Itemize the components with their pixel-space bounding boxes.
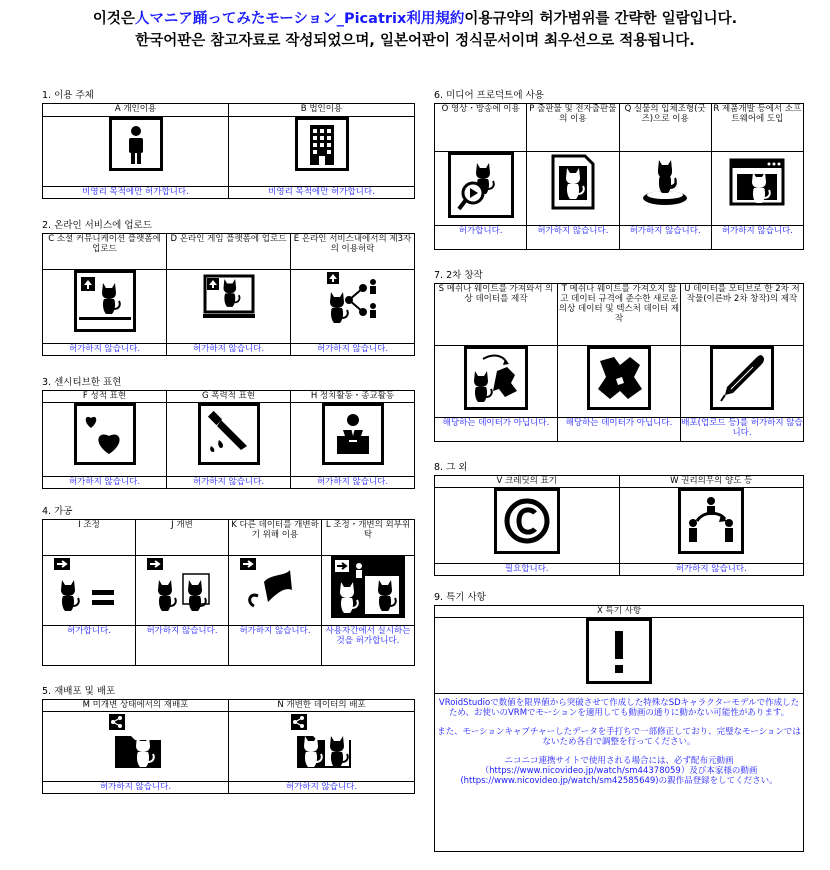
col-header: P 출판물 및 전자출판물의 이용 [527,104,619,152]
publication-icon [543,152,603,212]
col-header: I 조정 [43,520,136,556]
col-header: C 소셜 커뮤니케이션 플랫폼에 업로드 [43,234,167,270]
section-title: 9. 특기 사항 [434,592,486,603]
col-footer: 필요합니다. [435,564,620,576]
title-line2: 한국어판은 참고자료로 작성되었으며, 일본어판이 정식문서이며 최우선으로 적용됩니다. [135,33,695,49]
col-header: O 영상・방송에 이용 [435,104,527,152]
person-icon [109,117,163,171]
section-online-upload [42,220,415,356]
col-header: J 개변 [136,520,229,556]
col-header: T 메쉬나 웨이트를 가져오지 않고 데이터 규격에 준수한 새로운 의상 데이터 및 텍스처 데이터 제작 [558,284,681,346]
col-header: K 다른 데이터를 개변하기 위해 이용 [229,520,322,556]
title-suffix: 이용규약의 허가범위를 간략한 일람입니다. [464,11,738,27]
distribute-modified-icon [289,712,355,770]
col-header: W 권리의무의 양도 등 [619,476,804,488]
col-footer: 허가하지 않습니다. [43,782,229,794]
title-prefix: 이것은 [92,11,135,27]
col-footer: 사용자간에서 실시하는 것을 허가합니다. [322,626,415,666]
section-title: 6. 미디어 프로덕트에 사용 [434,90,544,101]
col-header: G 폭력적 표현 [167,391,291,403]
col-header: D 온라인 게임 플랫폼에 업로드 [167,234,291,270]
col-footer: 해당하는 데이터가 아닙니다. [435,418,558,442]
video-icon [448,152,514,218]
share-users-icon [325,270,381,326]
col-footer: 허가하지 않습니다. [527,226,619,250]
section-title: 5. 재배포 및 배포 [42,686,116,697]
col-footer: 허가합니다. [43,626,136,666]
exclamation-icon [586,618,652,684]
redistribute-icon [107,712,165,770]
col-header: B 법인이용 [229,104,415,117]
upload-cat-icon [74,270,136,332]
page-title [0,8,830,52]
col-footer: 허가하지 않습니다. [229,782,415,794]
figure-icon [635,152,695,212]
col-footer: 허가하지 않습니다. [619,226,711,250]
col-header: N 개변한 데이터의 배포 [229,700,415,712]
col-header: S 메쉬나 웨이트를 가져와서 의상 데이터를 제작 [435,284,558,346]
mesh-costume-icon [464,346,528,410]
software-icon [727,152,787,212]
costume-icon [587,346,651,410]
special-notes-text [435,694,804,852]
col-footer: 허가합니다. [435,226,527,250]
section-processing [42,506,415,666]
transfer-icon [678,488,744,554]
col-header: H 정치활동・종교활동 [291,391,415,403]
col-footer: 허가하지 않습니다. [291,344,415,356]
adjust-icon [52,556,126,618]
col-footer: 허가하지 않습니다. [43,477,167,489]
col-header: M 미개변 상태에서의 재배포 [43,700,229,712]
col-footer: 비영리 목적에만 허가합니다. [43,187,229,199]
section-title: 3. 센시티브한 표현 [42,377,122,388]
section-title: 2. 온라인 서비스에 업로드 [42,220,152,231]
col-header: V 크레딧의 표기 [435,476,620,488]
col-footer: 허가하지 않습니다. [167,477,291,489]
col-footer: 허가하지 않습니다. [619,564,804,576]
section-special-notes [434,592,804,852]
section-title: 4. 가공 [42,506,73,517]
modify-icon [145,556,219,618]
col-footer: 허가하지 않습니다. [291,477,415,489]
col-header: U 데이터를 모티브로 한 2차 저작물(이른바 2차 창작)의 제작 [681,284,804,346]
section-derivative-work [434,270,804,442]
col-footer: 배포(업로드 등)를 허가하지 않습니다. [681,418,804,442]
section-redistribution [42,686,415,794]
section-title: 8. 그 외 [434,462,468,473]
game-upload-icon [201,270,257,326]
col-footer: 해당하는 데이터가 아닙니다. [558,418,681,442]
section-sensitive-expression [42,377,415,489]
section-other [434,462,804,576]
col-footer: 허가하지 않습니다. [43,344,167,356]
col-footer: 허가하지 않습니다. [136,626,229,666]
col-header: Q 실물의 입체조형(굿즈)으로 이용 [619,104,711,152]
hearts-icon [74,403,136,465]
outsource-icon [331,556,405,618]
col-footer: 비영리 목적에만 허가합니다. [229,187,415,199]
pen-icon [710,346,774,410]
title-highlight: 人マニア踊ってみたモーション_Picatrix利用規約 [134,11,465,27]
knife-icon [198,403,260,465]
col-header: A 개인이용 [43,104,229,117]
col-header: X 특기 사항 [435,606,804,618]
note-paragraph: また、モーションキャプチャーしたデータを手打ちで一部修正しており、完璧なモーションではないため各自で調整を行ってください。 [437,727,801,747]
col-footer: 허가하지 않습니다. [167,344,291,356]
col-header: L 조정・개변의 외부위탁 [322,520,415,556]
section-title: 1. 이용 주체 [42,90,94,101]
col-header: E 온라인 서비스내에서의 제3자의 이용허락 [291,234,415,270]
note-paragraph: ニコニコ連携サイトで使用される場合には、必ず配布元動画（https://www.nicovideo.jp/watch/sm44378059）及び本家様の動画(https://www.nicovideo.jp/watch/sm42585649)の親作品登録をしてください。 [460,756,778,786]
col-footer: 허가하지 않습니다. [711,226,803,250]
section-media-product [434,90,804,250]
building-icon [295,117,349,171]
section-usage-subject [42,90,415,199]
col-header: R 제품개발 등에서 소프트웨어에 도입 [711,104,803,152]
copyright-icon [494,488,560,554]
podium-icon [322,403,384,465]
col-header: F 성적 표현 [43,391,167,403]
note-paragraph: VRoidStudioで数値を限界値から突破させて作成した特殊なSDキャラクターモデルで作成したため、お使いのVRMでモーションを適用しても動画の通りに動かない可能性があります。 [438,698,800,718]
section-title: 7. 2차 창작 [434,270,483,281]
morph-icon [238,556,312,618]
col-footer: 허가하지 않습니다. [229,626,322,666]
